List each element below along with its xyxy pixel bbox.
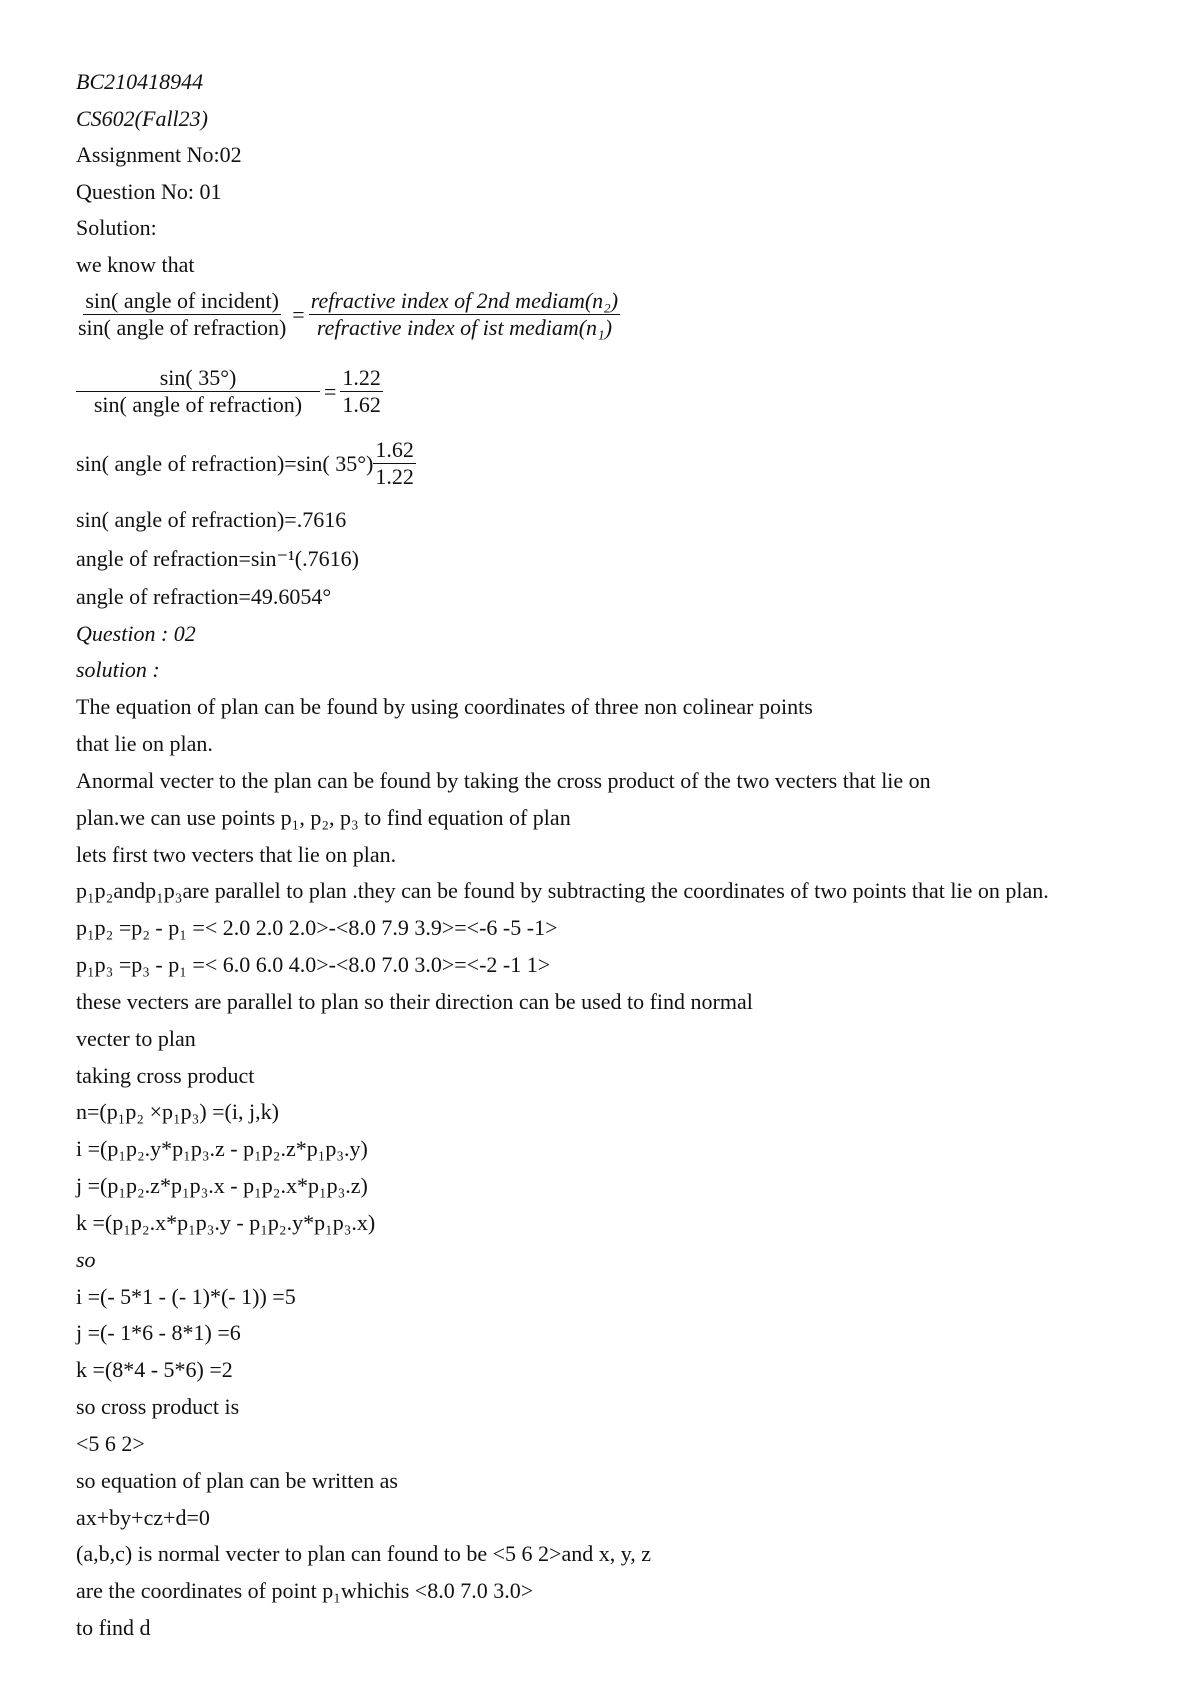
body-line: p₁p₃ =p₃ - p₁ =< 6.0 6.0 4.0>-<8.0 7.0 3.0>=<-2 -1 1>	[76, 952, 551, 977]
body-line: i =(p₁p₂.y*p₁p₃.z - p₁p₂.z*p₁p₃.y)	[76, 1136, 368, 1161]
fraction-denominator: refractive index of ist mediam(n₁)	[316, 315, 613, 340]
body-line: so	[76, 1247, 96, 1272]
fraction-numerator: refractive index of 2nd mediam(n₂)	[310, 288, 619, 313]
course-code: CS602(Fall23)	[76, 106, 208, 131]
fraction-denominator: sin( angle of refraction)	[93, 392, 303, 417]
body-line: lets first two vecters that lie on plan.	[76, 842, 397, 867]
snell-law-equation: $\frac{\text{sin( angle of incident)}}{\text{sin( angle of refraction)}}$ = $\frac{\text{refractive index of 2nd mediam(n₂)}}{\text{refractive index of ist mediam(n₁)}}$	[78, 288, 619, 340]
body-line: <5 6 2>	[76, 1431, 145, 1456]
fraction-numerator: sin( angle of incident)	[85, 288, 279, 313]
rearranged-equation	[76, 437, 416, 490]
fraction-denominator: sin( angle of refraction)	[78, 315, 287, 340]
solution-2-label: solution :	[76, 657, 160, 682]
body-line: are the coordinates of point p₁whichis <8.0 7.0 3.0>	[76, 1578, 534, 1603]
body-line: ax+by+cz+d=0	[76, 1505, 210, 1530]
body-line: k =(p₁p₂.x*p₁p₃.y - p₁p₂.y*p₁p₃.x)	[76, 1210, 376, 1235]
equation-lhs: sin( angle of refraction)=sin( 35°)	[76, 450, 374, 476]
body-line: so equation of plan can be written as	[76, 1468, 398, 1493]
fraction-numerator: 1.62	[375, 437, 414, 462]
body-line: j =(- 1*6 - 8*1) =6	[76, 1320, 241, 1345]
body-line: p₁p₂ =p₂ - p₁ =< 2.0 2.0 2.0>-<8.0 7.9 3.9>=<-6 -5 -1>	[76, 915, 558, 940]
fraction-numerator: sin( 35°)	[76, 365, 320, 392]
body-line: so cross product is	[76, 1394, 240, 1419]
fraction	[76, 365, 320, 418]
substitution-equation: $\frac{\sin( 35^\circ)}{\text{sin( angle of refraction)}}$ = $\frac{1.22}{1.62}$	[76, 365, 383, 418]
body-line: Anormal vecter to the plan can be found by taking the cross product of the two vecters that lie on	[76, 768, 931, 793]
we-know-text: we know that	[76, 252, 195, 277]
fraction-denominator: 1.62	[342, 392, 381, 417]
body-line: p₁p₂andp₁p₃are parallel to plan .they can be found by subtracting the coordinates of two points that lie on plan.	[76, 878, 1049, 903]
student-id: BC210418944	[76, 69, 204, 94]
body-line: to find d	[76, 1615, 151, 1640]
body-line: that lie on plan.	[76, 731, 213, 756]
question-2-heading: Question : 02	[76, 621, 196, 646]
body-line: k =(8*4 - 5*6) =2	[76, 1357, 233, 1382]
body-line: i =(- 5*1 - (- 1)*(- 1)) =5	[76, 1284, 296, 1309]
fraction	[373, 437, 416, 490]
fraction	[340, 365, 383, 418]
body-line: vecter to plan	[76, 1026, 196, 1051]
body-line: taking cross product	[76, 1063, 255, 1088]
result-angle: angle of refraction=49.6054°	[76, 584, 332, 609]
fraction	[76, 288, 288, 341]
body-line: The equation of plan can be found by using coordinates of three non colinear points	[76, 694, 813, 719]
body-line: these vecters are parallel to plan so their direction can be used to find normal	[76, 989, 753, 1014]
fraction-numerator: 1.22	[342, 365, 381, 390]
result-arcsine: angle of refraction=sin⁻¹(.7616)	[76, 546, 359, 571]
solution-label: Solution:	[76, 215, 157, 240]
result-sine: sin( angle of refraction)=.7616	[76, 507, 347, 532]
body-line: plan.we can use points p₁, p₂, p₃ to find equation of plan	[76, 805, 571, 830]
body-line: n=(p₁p₂ ×p₁p₃) =(i, j,k)	[76, 1099, 279, 1124]
body-line: (a,b,c) is normal vecter to plan can found to be <5 6 2>and x, y, z	[76, 1541, 652, 1566]
fraction-denominator: 1.22	[375, 464, 414, 489]
body-line: j =(p₁p₂.z*p₁p₃.x - p₁p₂.x*p₁p₃.z)	[76, 1173, 368, 1198]
assignment-number: Assignment No:02	[76, 142, 242, 167]
fraction	[309, 288, 620, 341]
question-1-heading: Question No: 01	[76, 179, 222, 204]
